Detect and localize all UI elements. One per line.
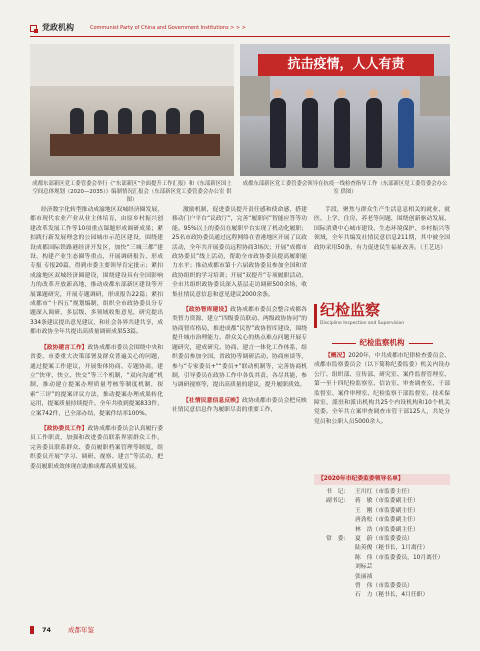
paragraph: 【概况】2020年，中共成都市纪律检查委员会、成都市监察委员会（以下简称纪委监委）机关内设办公厅、组织部、宣传部、研究室、案件监督管理室、第一至十四纪检监察室、信访室、审查调查室、干部监督室、案件审理室、纪检监察干部监督室、技术保障室，派驻和派出机构共25个内设机构和10个机关党委。全年共立案审查调查市管干部125人，共处分党员和公职人员5000余人。: [314, 353, 450, 425]
list-item: 曾 伟（市监委委员）: [355, 582, 413, 589]
list-item: 张丽祯: [355, 573, 373, 580]
section-title: 党政机构: [42, 23, 74, 32]
paragraph: 激励机制，促进委员提升责任感和使命感，搭建移动门户平台“议政厅”，完善“履职问”智能应答等功能。95%以上的委员在履职平台实现了机动化履职；25名市政协委员通过远程网络在香港地区开展了议政活动，全年共开展委员远程协商3场次；开展“成都市政协委员”线上活动，帮助全市政协委员提高履职能力水平；推动成都市第十六届政协委员参加全国和省政协组织的学习培训；开展“双提升”专项履职活动，全市共组织政协委员深入基层走访调研500余场，收集社情民意信息和意见建议2000余条。: [172, 207, 307, 298]
list-item: 林 浩（市监委副主任）: [355, 526, 419, 533]
paragraph: 手段，聚焦与群众生产生活息息相关的就业、就医、上学、住房、养老等问题，围绕创新驱动发展、国际消费中心城市建设、生态环境保护、乡村振兴等领域，全年共编发社情民意信息211期，其中被全国政协采用50条，有力促进民生福祉改善。（王艺达）: [314, 207, 450, 251]
section-english: Communist Party of China and Government Institutions > > >: [90, 25, 246, 31]
paragraph: 【政协建言工作】政协成都市委员会围绕中央和省委、市委重大决策部署及群众普遍关心的问题，通过提案工作建议，开展集体协商、专题协商，建立“快审、快立、快交”等三个机制，“双向沟通”机制，推动建立提案办理质量考核等制度机制，探索“三评”的提案评议方法，推动提案办理成果转化运用，提案质量持续提升。全年共收到提案833件，立案742件，已全部办结，提案件结率100%。: [30, 344, 163, 417]
left-photo-caption: 成都东部新区党工委管委会举行《“东部新区”全面提升工作汇报》和《东部新区国土空间总体规划（2020—2035）》编制情况汇报会（东部新区党工委管委会办公室 供图）: [32, 181, 232, 203]
meeting-photo: [30, 44, 234, 176]
paragraph-tag: 【政协智库建设】: [183, 307, 231, 314]
paragraph-tag: 【概况】: [325, 353, 349, 359]
column-1: [30, 206, 163, 626]
paragraph-tag: 【政协委员工作】: [41, 425, 88, 432]
publication-name: 成都年鉴: [68, 626, 94, 634]
list-item: 常 委： 夏 蔚（市监委委员）: [326, 535, 413, 542]
header-square-fill-icon: [34, 29, 38, 33]
header-rule: [30, 36, 450, 37]
column-3: [314, 206, 450, 298]
paragraph: 经济数字化转型推动成渝地区双城经济圈发展，都市现代农业产业从业主体培育，由原乡村振兴创建改革发展工作等10项重点课题形成调研成果；紧扣践行新发展理念的公园城市示范区建设，围绕建设成都国际铁路港经济开发区，加快“三城三都”建设、构建产业生态圈等重点，开展调研报告、形成专报 专报20篇，得到市委主要领导肯定批示；紧扣成渝地区双城经济圈建设，围绕建设具有全国影响力的改革开放新高地，推动成都东部新区建设等开展课题研究，开展专题调研，形成报告22篇；紧扣成都市“十四五”规划编制，组织全市政协委员分专题深入调研，多层级、多领域收集意见，研究提出334条建议提出意见建议，和社会各界共建共享，成都市政协全年共提出高质量调研成果53篇。: [30, 207, 163, 336]
paragraph-tag: 【政协建言工作】: [41, 344, 88, 351]
list-item: 石 力（秘书长，4月任职）: [355, 592, 429, 599]
column-4: [314, 352, 450, 470]
paragraph: 【社情民意信息反映】政协成都市委员会把反映社情民意信息作为履职尽责的重要工作，: [172, 397, 307, 414]
list-item: 王 刚（市监委副主任）: [355, 507, 419, 514]
paragraph: 【政协智库建设】政协成都市委员会整合成都各类智力资源，建立“四级委员联动、两级政协协同”的协商智库格局，推进成都“民智”政协智库建设，围绕提升城市治理能力、群众关心的热点难点问题开展专题研究，建成研究、协商、建言一体化工作体系，组织委员参加全国、省政协等调研活动、协商座谈等，参与“专家委员+”“委员+”联动机制等，完善协商机制，引导委员在政协工作中各负其责、各尽其能，参与调研视察等，提出高质量的建议，提升履职质效。: [172, 307, 307, 389]
page-number: 74: [42, 626, 52, 634]
org-heading: 纪检监察机构: [314, 337, 450, 348]
list-item: 陆英俊（秘书长，1月离任）: [355, 545, 429, 552]
paragraph: 【政协委员工作】政协成都市委员会认真履行委员工作职责，加强和改进委员联系界别群众工作，完善委员联系群众、委员履职档案管理等制度，组织委员开展“学习、调研、视察、建言”等活动，把委员履职成效体现在助推成都高质量发展。: [30, 425, 163, 470]
list-item: 刘标芸: [355, 564, 373, 571]
list-item: 副书记： 蒋 敏（市监委副主任）: [326, 498, 419, 505]
footer-bar: [30, 626, 34, 634]
discipline-section-heading: [314, 300, 450, 330]
right-photo-caption: 成都东部新区党工委管委会领导在抗疫一线检查指导工作（东部新区党工委管委会办公室 供图）: [242, 181, 448, 195]
leaders-title: 【2020年市纪委监委领导名单】: [314, 474, 450, 485]
leaders-list: [314, 488, 450, 601]
inspection-photo: [240, 44, 450, 176]
list-item: 书 记： 王川红（市监委主任）: [326, 489, 413, 495]
discipline-subtitle: Discipline Inspection and Supervision: [320, 321, 405, 326]
paragraph-tag: 【社情民意信息反映】: [183, 397, 243, 404]
discipline-title: 纪检监察: [320, 301, 381, 319]
photo-banner: 抗击疫情，人人有责: [258, 54, 434, 76]
list-item: 陈 伟（市监委委员，10月离任）: [355, 554, 444, 561]
column-2: [172, 206, 307, 626]
page-header: [30, 22, 450, 36]
list-item: 唐劲松（市监委副主任）: [355, 517, 419, 524]
